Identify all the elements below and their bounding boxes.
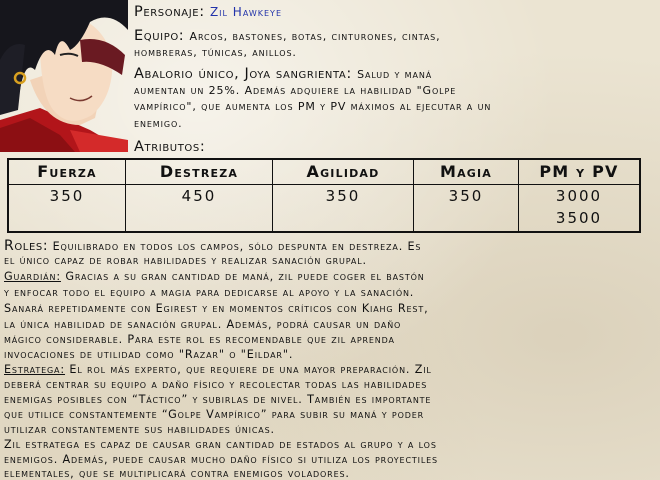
equipo-label: Equipo: bbox=[134, 28, 185, 44]
attributes-values-row bbox=[8, 185, 640, 233]
estratega-line-1 bbox=[4, 363, 654, 376]
header-pm-pv: PM y PV bbox=[519, 159, 641, 185]
value-pm-pv bbox=[519, 185, 641, 233]
character-portrait bbox=[0, 0, 128, 152]
abalorio-label: Abalorio único, Joya sangrienta: bbox=[134, 66, 352, 82]
guardian-text-2: y enfocar todo el equipo a magia para dedicarse al apoyo y la sanación. bbox=[4, 286, 415, 299]
personaje-line bbox=[134, 4, 282, 20]
roles-text-1: Equilibrado en todos los campos, sólo despunta en destreza. Es bbox=[52, 240, 422, 253]
guardian-line-1 bbox=[4, 270, 654, 283]
estratega-text-7: enemigos. Además, puede causar mucho daño físico si utiliza los proyectiles bbox=[4, 453, 438, 466]
atributos-label: Atributos: bbox=[134, 139, 206, 155]
estratega-text-1: El rol más experto, que requiere de una mayor preparación. Zil bbox=[69, 363, 432, 376]
value-magia: 350 bbox=[414, 185, 519, 233]
roles-label: Roles: bbox=[4, 238, 49, 254]
abalorio-text-2: aumentan un 25%. Además adquiere la habilidad "Golpe bbox=[134, 84, 457, 97]
roles-text-2: el único capaz de robar habilidades y realizar sanación grupal. bbox=[4, 254, 367, 267]
value-pm: 3000 bbox=[555, 187, 603, 205]
guardian-text-6: invocaciones de utilidad como "Razar" o "Eildar". bbox=[4, 348, 294, 361]
value-pv: 3500 bbox=[555, 209, 603, 227]
abalorio-line-1 bbox=[134, 66, 432, 82]
estratega-text-8: elementales, que se multiplicará contra enemigos voladores. bbox=[4, 467, 350, 480]
guardian-text-4: la única habilidad de sanación grupal. Además, podrá causar un daño bbox=[4, 318, 402, 331]
estratega-text-3: enemigas posibles con “Táctico” y subirlas de nivel. También es importante bbox=[4, 393, 432, 406]
estratega-text-6: Zil estratega es capaz de causar gran cantidad de estados al grupo y a los bbox=[4, 438, 437, 451]
abalorio-text-4: enemigo. bbox=[134, 117, 183, 130]
attributes-table bbox=[7, 158, 641, 233]
estratega-text-2: deberá centrar su equipo a daño físico y recolectar todas las habilidades bbox=[4, 378, 428, 391]
value-destreza: 450 bbox=[126, 185, 273, 233]
abalorio-text-1: Salud y maná bbox=[357, 68, 433, 81]
roles-line-1 bbox=[4, 238, 654, 254]
estratega-label: Estratega: bbox=[4, 363, 66, 376]
header-fuerza: Fuerza bbox=[8, 159, 126, 185]
abalorio-text-3: vampírico", que aumenta los PM y PV máximos al ejecutar a un bbox=[134, 100, 492, 113]
equipo-text-2: hombreras, túnicas, anillos. bbox=[134, 46, 297, 59]
guardian-label: Guardián: bbox=[4, 270, 61, 283]
value-fuerza: 350 bbox=[8, 185, 126, 233]
guardian-text-1: Gracias a su gran cantidad de maná, zil puede coger el bastón bbox=[65, 270, 425, 283]
personaje-label: Personaje: bbox=[134, 4, 205, 20]
guardian-text-3: Sanará repetidamente con Egirest y en momentos críticos con Kiahg Rest, bbox=[4, 302, 429, 315]
equipo-line-1 bbox=[134, 28, 441, 44]
estratega-text-4: que utilice constantemente “Golpe Vampírico” para subir su maná y poder bbox=[4, 408, 425, 421]
header-agilidad: Agilidad bbox=[273, 159, 414, 185]
header-magia: Magia bbox=[414, 159, 519, 185]
header-destreza: Destreza bbox=[126, 159, 273, 185]
equipo-text-1: Arcos, bastones, botas, cinturones, cintas, bbox=[189, 30, 441, 43]
attributes-header-row bbox=[8, 159, 640, 185]
value-agilidad: 350 bbox=[273, 185, 414, 233]
character-name: Zil Hawkeye bbox=[209, 5, 282, 19]
estratega-text-5: utilizar constantemente sus habilidades únicas. bbox=[4, 423, 275, 436]
guardian-text-5: mágico considerable. Para este rol es recomendable que zil aprenda bbox=[4, 333, 395, 346]
